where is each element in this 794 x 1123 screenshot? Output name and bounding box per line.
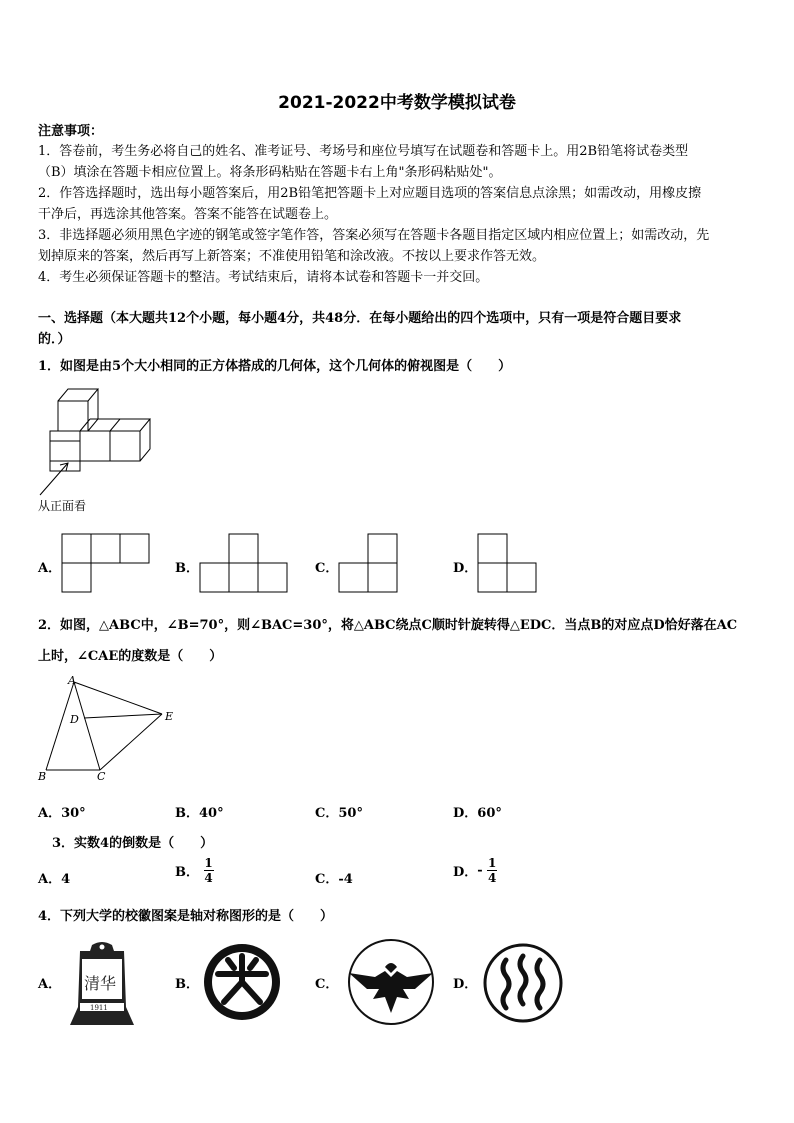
q1-option-b-label: B．: [175, 561, 199, 576]
q4-logo-d-waves: [482, 942, 564, 1024]
q2-option-d: D．60°: [453, 806, 502, 821]
notice-line: 干净后，再选涂其他答案。答案不能答在试题卷上。: [38, 207, 338, 222]
section-heading: 一、选择题（本大题共12个小题，每小题4分，共48分．在每小题给出的四个选项中，只有一项是符合题目要求: [38, 311, 682, 326]
notice-line: 4．考生必须保证答题卡的整洁。考试结束后，请将本试卷和答题卡一并交回。: [38, 270, 489, 285]
q4-logo-c-eagle: [345, 937, 437, 1027]
q4-logo-a-tsinghua: [62, 937, 142, 1032]
q3-option-a: A．4: [38, 872, 71, 887]
q2-stem-line2: 上时，∠CAE的度数是（ ）: [38, 649, 223, 664]
q4-option-d-label: D．: [453, 977, 478, 992]
q4-logo-b-peking: [202, 942, 282, 1022]
svg-text:清华: 清华: [84, 974, 117, 993]
q1-option-c-figure: [337, 532, 407, 594]
notice-heading: 注意事项：: [38, 124, 104, 139]
q1-option-a-label: A．: [38, 561, 62, 576]
q3-option-c: C．-4: [315, 872, 353, 887]
q2-label-d: D: [70, 713, 79, 726]
q2-label-c: C: [97, 770, 106, 783]
notice-line: 1．答卷前，考生务必将自己的姓名、准考证号、考场号和座位号填写在试题卷和答题卡上。用2B铅笔将试卷类型: [38, 144, 689, 159]
q2-option-c: C．50°: [315, 806, 363, 821]
q4-stem: 4．下列大学的校徽图案是轴对称图形的是（ ）: [38, 909, 334, 924]
q2-option-b: B．40°: [175, 806, 224, 821]
q2-stem-line1: 2．如图，△ABC中，∠B=70°，则∠BAC=30°，将△ABC绕点C顺时针旋转得△EDC．当点B的对应点D恰好落在AC: [38, 618, 738, 633]
q4-option-a-label: A．: [38, 977, 62, 992]
q2-label-b: B: [38, 770, 47, 783]
q4-option-c-label: C．: [315, 977, 339, 992]
svg-text:1911: 1911: [90, 1004, 108, 1012]
q1-option-d-figure: [476, 532, 546, 594]
q3-option-b: B． $\frac{1}{4}$: [175, 856, 213, 885]
notice-line: 划掉原来的答案，然后再写上新答案；不准使用铅笔和涂改液。不按以上要求作答无效。: [38, 249, 546, 264]
notice-line: 2．作答选择题时，选出每小题答案后，用2B铅笔把答题卡上对应题目选项的答案信息点涂黑；如需改动，用橡皮擦: [38, 186, 702, 201]
q2-triangle-figure: [34, 672, 184, 787]
q1-option-c-label: C．: [315, 561, 339, 576]
notice-line: 3．非选择题必须用黑色字迹的钢笔或签字笔作答，答案必须写在答题卡各题目指定区域内相应位置上；如需改动，先: [38, 228, 710, 243]
q1-figure-cubes: [38, 383, 158, 503]
section-heading-cont: 的．）: [38, 332, 71, 347]
q3-stem: 3．实数4的倒数是（ ）: [52, 836, 214, 851]
notice-line: （B）填涂在答题卡相应位置上。将条形码粘贴在答题卡右上角"条形码粘贴处"。: [38, 165, 502, 180]
q3-option-d: D．- $\frac{1}{4}$: [453, 856, 497, 885]
q1-option-a-figure: [60, 532, 155, 594]
page-title: 2021-2022中考数学模拟试卷: [278, 93, 516, 113]
q2-option-a: A．30°: [38, 806, 86, 821]
q1-figure-caption: 从正面看: [38, 499, 87, 513]
q1-option-d-label: D．: [453, 561, 478, 576]
q4-option-b-label: B．: [175, 977, 199, 992]
q2-label-e: E: [165, 710, 174, 723]
q1-stem: 1．如图是由5个大小相同的正方体搭成的几何体，这个几何体的俯视图是（ ）: [38, 359, 512, 374]
q2-label-a: A: [68, 674, 76, 687]
q1-option-b-figure: [198, 532, 293, 594]
